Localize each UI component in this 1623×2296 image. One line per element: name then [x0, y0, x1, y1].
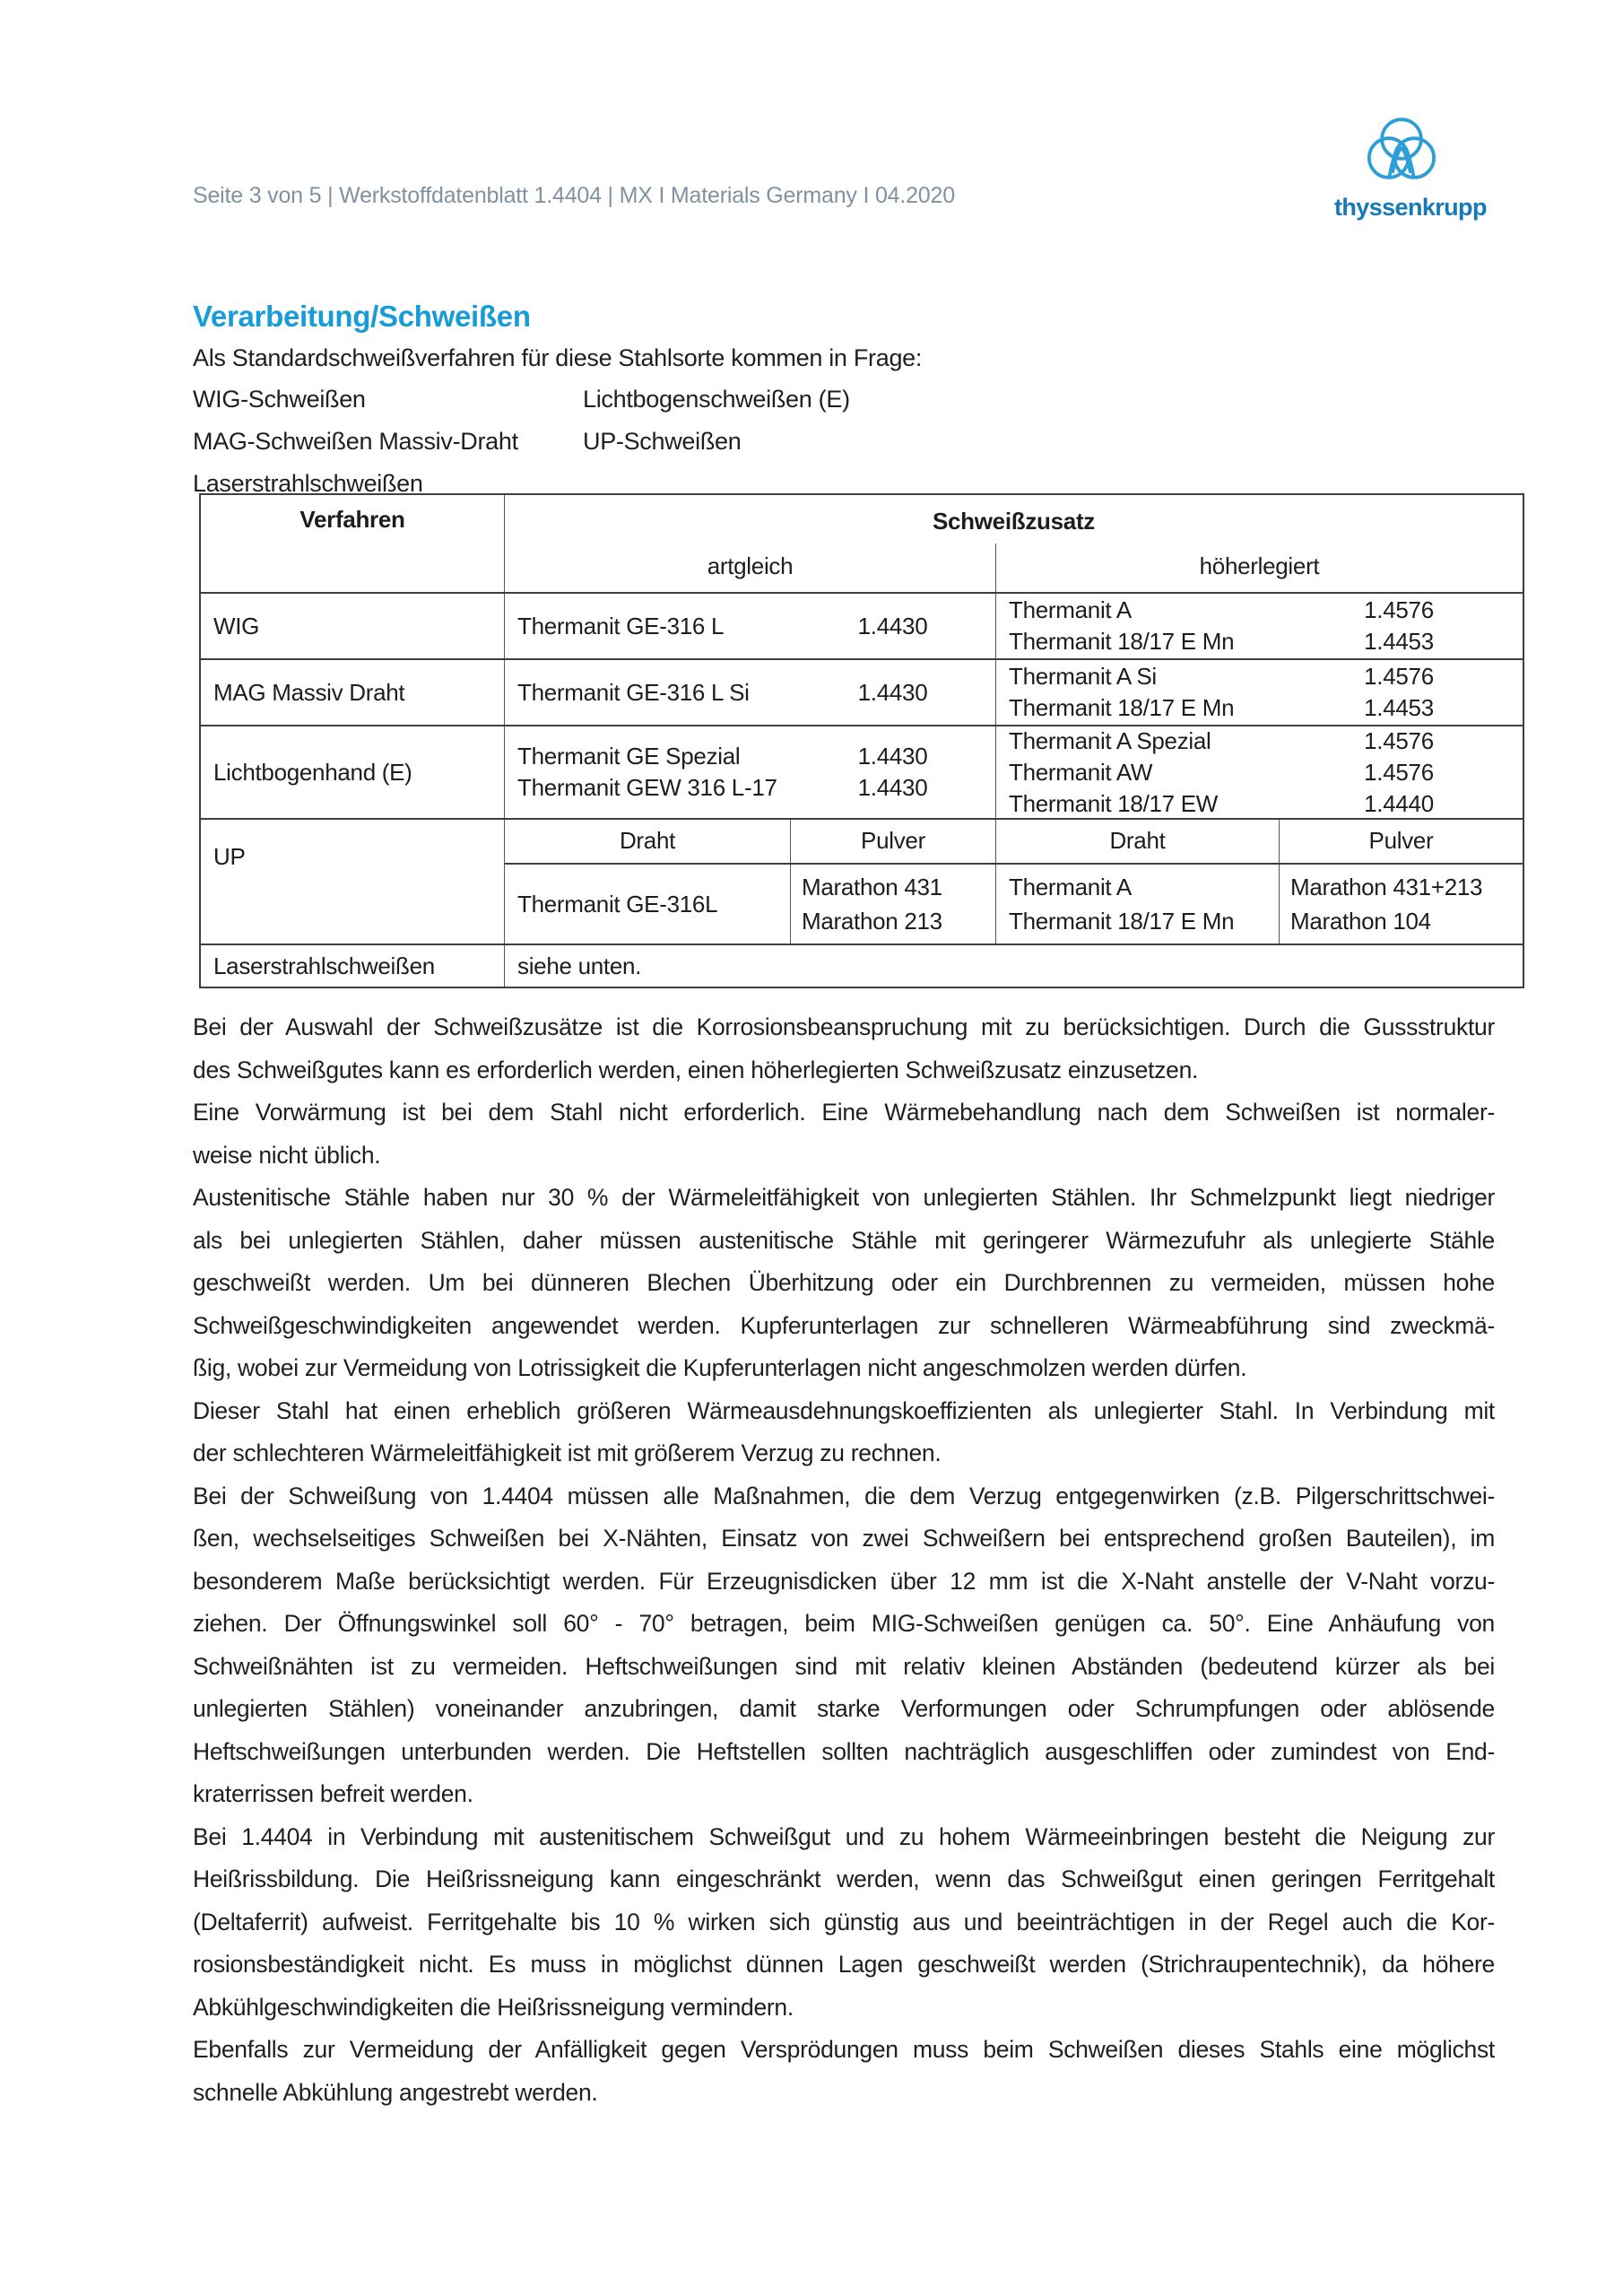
filler-name: Thermanit GE-316 L — [517, 612, 725, 639]
body-line: des Schweißgutes kann es erforderlich werden, einen höherlegierten Schweißzusatz einzusetzen. — [193, 1056, 1199, 1083]
body-line: als bei unlegierten Stählen, daher müssen austenitische Stähle mit geringerer Wärmezufuhr als unlegierte Stähle — [193, 1226, 1495, 1254]
body-line: kraterrissen befreit werden. — [193, 1780, 473, 1807]
filler-name: Marathon 431 — [802, 874, 942, 900]
body-paragraph — [193, 1091, 1495, 1177]
verfahren-cell: MAG Massiv Draht — [201, 660, 505, 725]
header-verfahren: Verfahren — [201, 495, 505, 592]
body-line: schnelle Abkühlung angestrebt werden. — [193, 2078, 598, 2106]
body-paragraph — [193, 1475, 1495, 1816]
body-paragraph — [193, 1390, 1495, 1475]
filler-name: Thermanit A Si — [1009, 663, 1157, 690]
header-hoeherlegiert: höherlegiert — [995, 544, 1523, 592]
table-row-wig — [201, 592, 1523, 658]
body-paragraph — [193, 1006, 1495, 1091]
material-grade: 1.4576 — [1364, 596, 1434, 623]
body-line: ßen, wechselseitiges Schweißen bei X-Nähten, Einsatz von zwei Schweißern bei entsprechend großen Bauteilen), im — [193, 1525, 1495, 1552]
subheader-draht: Draht — [619, 827, 676, 854]
subheader-pulver: Pulver — [790, 820, 995, 863]
body-line: Abkühlgeschwindigkeiten die Heißrissneigung vermindern. — [193, 1993, 794, 2021]
table-header — [201, 495, 1523, 592]
filler-name: Thermanit 18/17 E Mn — [1009, 694, 1235, 721]
filler-name: Thermanit GE Spezial — [517, 743, 741, 770]
methods-row — [193, 378, 1121, 421]
filler-name: Thermanit A — [1009, 874, 1132, 900]
verfahren-cell: Lichtbogenhand (E) — [201, 726, 505, 818]
body-line: der schlechteren Wärmeleitfähigkeit ist mit größerem Verzug zu rechnen. — [193, 1439, 942, 1466]
filler-name: Thermanit 18/17 E Mn — [1009, 628, 1235, 655]
filler-name: Thermanit 18/17 E Mn — [1009, 908, 1235, 935]
material-grade: 1.4576 — [1364, 663, 1434, 690]
body-line: Austenitische Stähle haben nur 30 % der Wärmeleitfähigkeit von unlegierten Stählen. Ihr Schmelzpunkt liegt niedriger — [193, 1184, 1495, 1211]
body-line: Bei der Auswahl der Schweißzusätze ist die Korrosionsbeanspruchung mit zu berücksichtigen. Durch die Gussstruktur — [193, 1013, 1495, 1040]
logo-wordmark: thyssenkrupp — [1334, 194, 1487, 221]
body-line: ziehen. Der Öffnungswinkel soll 60° - 70° betragen, beim MIG-Schweißen genügen ca. 50°. Eine Anhäufung von — [193, 1610, 1495, 1637]
method-item: UP-Schweißen — [583, 428, 742, 455]
intro-line: Als Standardschweißverfahren für diese Stahlsorte kommen in Frage: — [193, 344, 923, 371]
body-line: Dieser Stahl hat einen erheblich größeren Wärmeausdehnungskoeffizienten als unlegierter Stahl. In Verbindung mit — [193, 1396, 1495, 1424]
material-grade: 1.4576 — [1364, 758, 1434, 786]
material-grade: 1.4430 — [857, 774, 928, 801]
material-grade: 1.4430 — [857, 743, 928, 770]
filler-name: Thermanit A — [1009, 596, 1132, 623]
body-line: (Deltaferrit) aufweist. Ferritgehalte bis 10 % wirken sich günstig aus und beeinträchtigen in der Regel auch die Kor- — [193, 1908, 1495, 1935]
method-item: Lichtbogenschweißen (E) — [583, 386, 850, 413]
body-line: Schweißnähten ist zu vermeiden. Heftschweißungen sind mit relativ kleinen Abständen (bedeutend kürzer als bei — [193, 1652, 1495, 1680]
material-grade: 1.4576 — [1364, 726, 1434, 754]
subheader-pulver: Pulver — [1279, 820, 1523, 863]
body-paragraph — [193, 2029, 1495, 2114]
body-paragraph — [193, 1177, 1495, 1390]
filler-name: Marathon 104 — [1290, 908, 1431, 935]
body-line: geschweißt werden. Um bei dünneren Blechen Überhitzung oder ein Durchbrennen zu vermeiden, müssen hohe — [193, 1269, 1495, 1296]
methods-row — [193, 421, 1121, 463]
method-item: Laserstrahlschweißen — [193, 470, 423, 497]
filler-name: Thermanit A Spezial — [1009, 726, 1211, 754]
filler-name: Thermanit GE-316 L Si — [517, 678, 750, 706]
up-subheader-row — [505, 820, 1523, 865]
verfahren-cell: Laserstrahlschweißen — [201, 945, 505, 987]
body-line: Heißrissbildung. Die Heißrissneigung kann eingeschränkt werden, wenn das Schweißgut einen geringen Ferritgehalt — [193, 1866, 1495, 1892]
verfahren-cell: UP — [201, 820, 505, 944]
body-line: ßig, wobei zur Vermeidung von Lotrissigkeit die Kupferunterlagen nicht angeschmolzen werden dürfen. — [193, 1354, 1247, 1381]
table-row-laser — [201, 944, 1523, 987]
body-line: Heftschweißungen unterbunden werden. Die Heftstellen sollten nachträglich ausgeschliffen oder zumindest von End- — [193, 1737, 1495, 1765]
material-grade: 1.4430 — [857, 612, 928, 639]
verfahren-cell: WIG — [201, 594, 505, 658]
method-item: WIG-Schweißen — [193, 386, 366, 413]
body-line: unlegierten Stählen) voneinander anzubringen, damit starke Verformungen oder Schrumpfungen oder ablösende — [193, 1695, 1495, 1722]
body-line: weise nicht üblich. — [193, 1141, 381, 1169]
header-schweisszusatz: Schweißzusatz — [932, 508, 1096, 535]
body-line: Ebenfalls zur Vermeidung der Anfälligkeit gegen Versprödungen muss beim Schweißen dieses Stahls eine möglichst — [193, 2036, 1495, 2063]
thyssenkrupp-logo — [1334, 115, 1487, 222]
subheader-draht: Draht — [995, 820, 1279, 863]
filler-name: Thermanit GEW 316 L-17 — [517, 774, 777, 801]
weld-filler-table — [199, 493, 1524, 988]
page-header-meta: Seite 3 von 5 | Werkstoffdatenblatt 1.4404 | MX I Materials Germany I 04.2020 — [193, 183, 955, 208]
table-row-lichtbogenhand — [201, 725, 1523, 818]
body-line: Bei 1.4404 in Verbindung mit austenitischem Schweißgut und zu hohem Wärmeeinbringen besteht die Neigung zur — [193, 1822, 1495, 1850]
material-grade: 1.4440 — [1364, 789, 1434, 817]
welding-methods-list — [193, 378, 1121, 505]
table-row-up — [201, 818, 1523, 944]
filler-name: Thermanit 18/17 EW — [1009, 789, 1219, 817]
filler-name: Thermanit GE-316L — [517, 891, 718, 918]
body-paragraph — [193, 1816, 1495, 2030]
body-line: rosionsbeständigkeit nicht. Es muss in möglichst dünnen Lagen geschweißt werden (Strichraupentechnik), da höhere — [193, 1951, 1495, 1978]
body-line: besonderem Maße berücksichtigt werden. Für Erzeugnisdicken über 12 mm ist die X-Naht anstelle der V-Naht vorzu- — [193, 1567, 1495, 1595]
laser-note: siehe unten. — [517, 952, 642, 979]
body-text — [193, 1006, 1495, 2114]
table-row-mag — [201, 658, 1523, 725]
body-line: Bei der Schweißung von 1.4404 müssen alle Maßnahmen, die dem Verzug entgegenwirken (z.B. Pilgerschrittschwei- — [193, 1482, 1495, 1509]
material-grade: 1.4453 — [1364, 694, 1434, 721]
method-item: MAG-Schweißen Massiv-Draht — [193, 428, 518, 455]
filler-name: Thermanit AW — [1009, 758, 1153, 786]
body-line: Eine Vorwärmung ist bei dem Stahl nicht erforderlich. Eine Wärmebehandlung nach dem Schweißen ist normaler- — [193, 1099, 1495, 1126]
filler-name: Marathon 213 — [802, 908, 942, 935]
filler-name: Marathon 431+213 — [1290, 874, 1483, 900]
header-artgleich: artgleich — [707, 552, 794, 579]
thyssenkrupp-logo-icon — [1364, 115, 1439, 192]
material-grade: 1.4453 — [1364, 628, 1434, 655]
section-title: Verarbeitung/Schweißen — [193, 300, 531, 333]
material-grade: 1.4430 — [857, 678, 928, 706]
body-line: Schweißgeschwindigkeiten angewendet werden. Kupferunterlagen zur schnelleren Wärmeabführung sind zweckmä- — [193, 1311, 1495, 1339]
up-data-row — [505, 865, 1523, 944]
